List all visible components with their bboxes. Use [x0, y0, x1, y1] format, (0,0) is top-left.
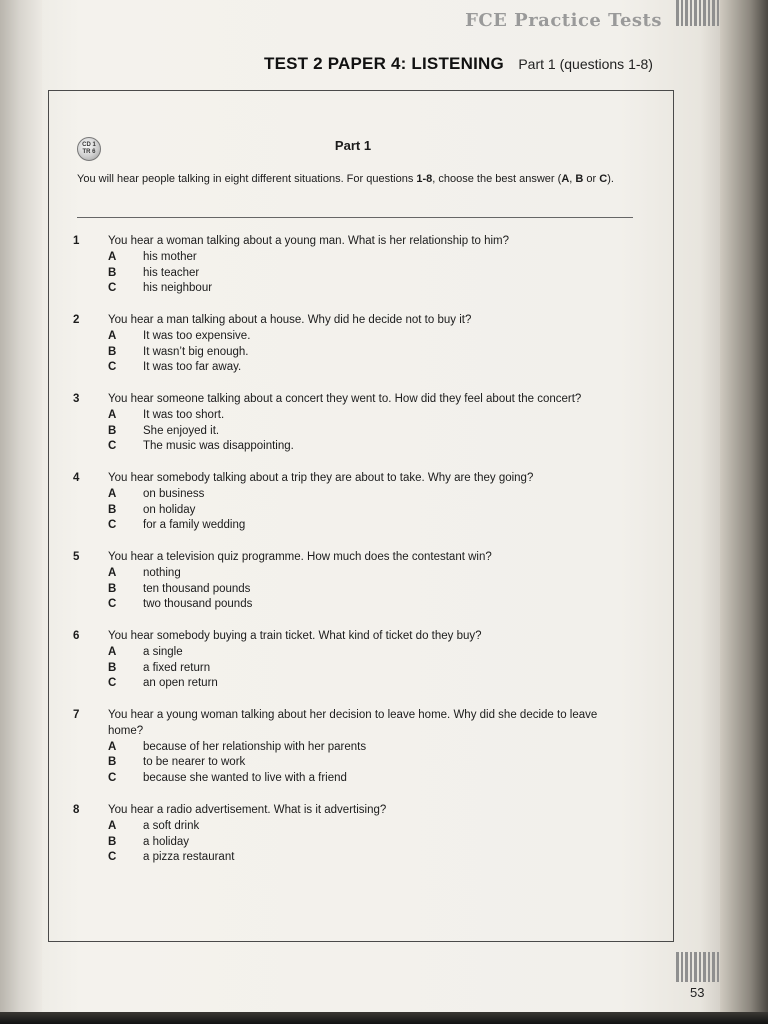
book-spine-shadow: [0, 0, 42, 1016]
option-letter: C: [108, 282, 117, 295]
question-stem: You hear somebody talking about a trip they are about to take. Why are they going?: [108, 472, 534, 484]
option-text: his neighbour: [143, 282, 213, 295]
question-8: [73, 803, 633, 866]
option-c: [108, 439, 633, 455]
option-letter: B: [108, 345, 117, 358]
option-letter: B: [108, 756, 117, 769]
option-text: on holiday: [143, 503, 196, 516]
option-text: for a family wedding: [143, 519, 246, 532]
question-stem: You hear a man talking about a house. Why did he decide not to buy it?: [108, 314, 472, 326]
option-b: [108, 345, 633, 361]
option-letter: A: [108, 819, 117, 832]
option-letter: B: [108, 661, 117, 674]
option-a: [108, 645, 633, 661]
option-text: because she wanted to live with a friend: [143, 772, 347, 785]
option-text: his mother: [143, 250, 197, 263]
option-letter: C: [108, 598, 117, 611]
option-letter: C: [108, 361, 117, 374]
instructions: [77, 171, 647, 187]
option-a: [108, 819, 633, 835]
question-stem: You hear somebody buying a train ticket. What kind of ticket do they buy?: [108, 630, 482, 642]
instructions-text: ).: [607, 173, 614, 185]
option-c: [108, 281, 633, 297]
option-letter: A: [108, 740, 117, 753]
question-number: 5: [73, 551, 80, 563]
page-edge: [720, 0, 768, 1024]
track-label: TR 6: [82, 149, 96, 155]
question-stem: You hear someone talking about a concert they went to. How did they feel about the concert?: [108, 393, 582, 405]
option-text: a single: [143, 645, 183, 658]
answer-letter: A: [561, 173, 570, 185]
option-letter: C: [108, 772, 117, 785]
option-letter: B: [108, 582, 117, 595]
option-letter: A: [108, 645, 117, 658]
option-letter: B: [108, 424, 117, 437]
question-2: [73, 313, 633, 376]
option-text: The music was disappointing.: [143, 440, 294, 453]
answer-letter: B: [575, 173, 584, 185]
series-title: FCE Practice Tests: [465, 10, 662, 31]
option-b: [108, 582, 633, 598]
option-text: two thousand pounds: [143, 598, 253, 611]
option-text: It wasn’t big enough.: [143, 345, 249, 358]
question-range: 1-8: [416, 173, 433, 185]
question-6: [73, 629, 633, 692]
question-number: 7: [73, 709, 80, 721]
question-5: [73, 550, 633, 613]
option-text: It was too far away.: [143, 361, 242, 374]
option-a: [108, 408, 633, 424]
question-3: [73, 392, 633, 455]
question-number: 2: [73, 314, 80, 326]
question-stem: You hear a young woman talking about her decision to leave home. Why did she decide to leave home?: [108, 709, 598, 737]
cd-label: CD 1: [82, 142, 96, 148]
option-b: [108, 503, 633, 519]
part-subtitle: Part 1 (questions 1-8): [518, 56, 653, 72]
option-a: [108, 740, 633, 756]
question-number: 4: [73, 472, 80, 484]
option-letter: A: [108, 250, 117, 263]
option-text: his teacher: [143, 266, 200, 279]
page-header: [264, 54, 653, 74]
option-text: nothing: [143, 566, 181, 579]
option-a: [108, 566, 633, 582]
question-stem: You hear a radio advertisement. What is it advertising?: [108, 804, 387, 816]
option-text: on business: [143, 487, 205, 500]
option-c: [108, 360, 633, 376]
question-stem: You hear a woman talking about a young man. What is her relationship to him?: [108, 235, 510, 247]
option-letter: C: [108, 519, 117, 532]
option-text: a pizza restaurant: [143, 851, 235, 864]
decorative-bars-top: [676, 0, 719, 26]
option-letter: C: [108, 851, 117, 864]
option-c: [108, 676, 633, 692]
option-letter: A: [108, 329, 117, 342]
option-letter: C: [108, 440, 117, 453]
option-letter: B: [108, 266, 117, 279]
option-text: an open return: [143, 677, 218, 690]
option-c: [108, 771, 633, 787]
option-b: [108, 835, 633, 851]
option-text: a holiday: [143, 835, 190, 848]
instructions-text: or: [583, 173, 600, 185]
question-stem: You hear a television quiz programme. How much does the contestant win?: [108, 551, 492, 563]
question-number: 8: [73, 804, 80, 816]
option-letter: C: [108, 677, 117, 690]
question-number: 3: [73, 393, 80, 405]
option-a: [108, 250, 633, 266]
option-text: It was too short.: [143, 408, 225, 421]
instructions-text: , choose the best answer (: [432, 173, 562, 185]
option-c: [108, 597, 633, 613]
question-4: [73, 471, 633, 534]
option-c: [108, 850, 633, 866]
answer-letter: C: [599, 173, 608, 185]
option-text: to be nearer to work: [143, 756, 246, 769]
option-c: [108, 518, 633, 534]
instructions-text: ,: [569, 173, 576, 185]
question-1: [73, 234, 633, 297]
option-letter: B: [108, 835, 117, 848]
divider: [77, 217, 633, 218]
question-number: 6: [73, 630, 80, 642]
option-text: She enjoyed it.: [143, 424, 220, 437]
option-b: [108, 661, 633, 677]
option-text: It was too expensive.: [143, 329, 251, 342]
option-text: a fixed return: [143, 661, 211, 674]
option-text: a soft drink: [143, 819, 200, 832]
instructions-text: You will hear people talking in eight different situations. For questions: [77, 173, 417, 185]
option-letter: A: [108, 487, 117, 500]
option-b: [108, 424, 633, 440]
test-paper-title: TEST 2 PAPER 4: LISTENING: [264, 54, 504, 73]
page-bottom-edge: [0, 1012, 768, 1024]
question-number: 1: [73, 235, 80, 247]
option-text: ten thousand pounds: [143, 582, 251, 595]
option-letter: A: [108, 408, 117, 421]
option-letter: A: [108, 566, 117, 579]
decorative-bars-bottom: [676, 952, 719, 982]
page-number: 53: [690, 985, 705, 1000]
option-text: because of her relationship with her parents: [143, 740, 367, 753]
option-letter: B: [108, 503, 117, 516]
question-7: [73, 708, 633, 787]
option-b: [108, 755, 633, 771]
option-b: [108, 266, 633, 282]
option-a: [108, 487, 633, 503]
part-heading: Part 1: [334, 138, 372, 153]
option-a: [108, 329, 633, 345]
